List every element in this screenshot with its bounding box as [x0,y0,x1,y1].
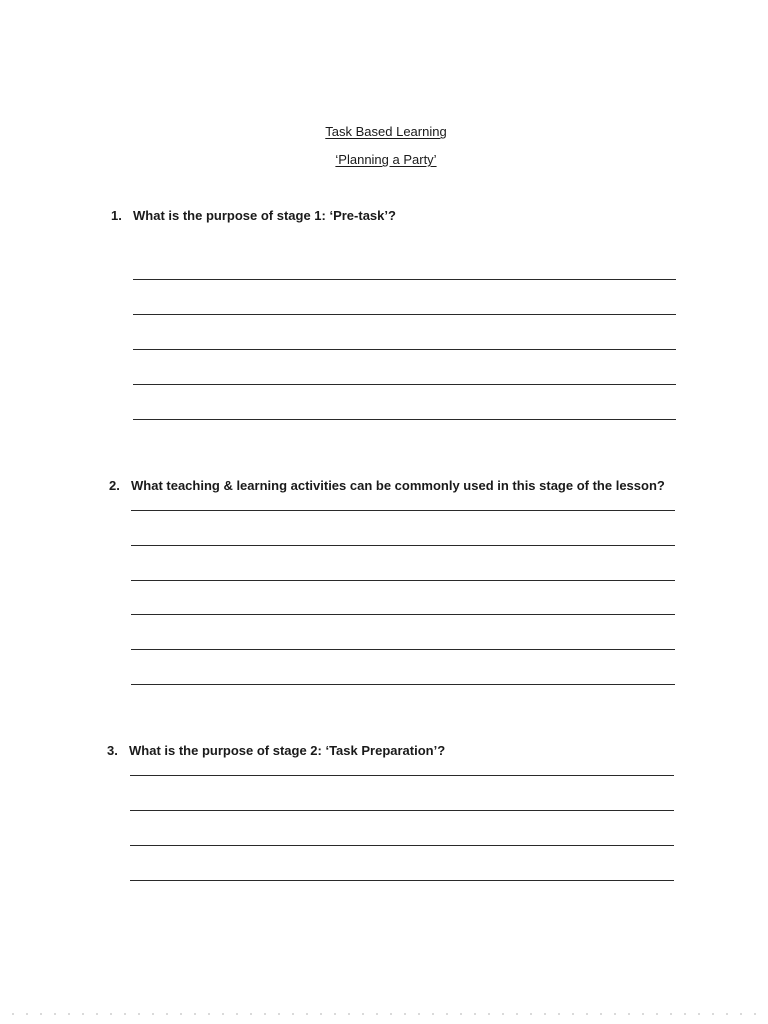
question-2 [109,478,665,493]
answer-line[interactable] [133,384,676,385]
answer-line[interactable] [130,880,674,881]
answer-line[interactable] [131,580,675,581]
answer-line[interactable] [133,419,676,420]
question-1 [111,208,396,223]
answer-line[interactable] [133,279,676,280]
question-2-text: What teaching & learning activities can be commonly used in this stage of the lesson? [131,478,665,493]
answer-line[interactable] [130,845,674,846]
question-3-text: What is the purpose of stage 2: ‘Task Preparation’? [129,743,446,758]
answer-line[interactable] [133,349,676,350]
answer-line[interactable] [131,614,675,615]
question-3-number: 3. [107,743,118,758]
worksheet-title: Task Based Learning [325,124,447,139]
answer-line[interactable] [131,510,675,511]
worksheet-subtitle: ‘Planning a Party’ [335,152,437,167]
answer-line[interactable] [133,314,676,315]
answer-line[interactable] [131,649,675,650]
answer-line[interactable] [130,810,674,811]
scan-artifact-dots [6,1013,762,1015]
question-1-text: What is the purpose of stage 1: ‘Pre-task’? [133,208,396,223]
question-2-number: 2. [109,478,120,493]
answer-line[interactable] [130,775,674,776]
question-3 [107,743,445,758]
answer-line[interactable] [131,545,675,546]
answer-line[interactable] [131,684,675,685]
question-1-number: 1. [111,208,122,223]
